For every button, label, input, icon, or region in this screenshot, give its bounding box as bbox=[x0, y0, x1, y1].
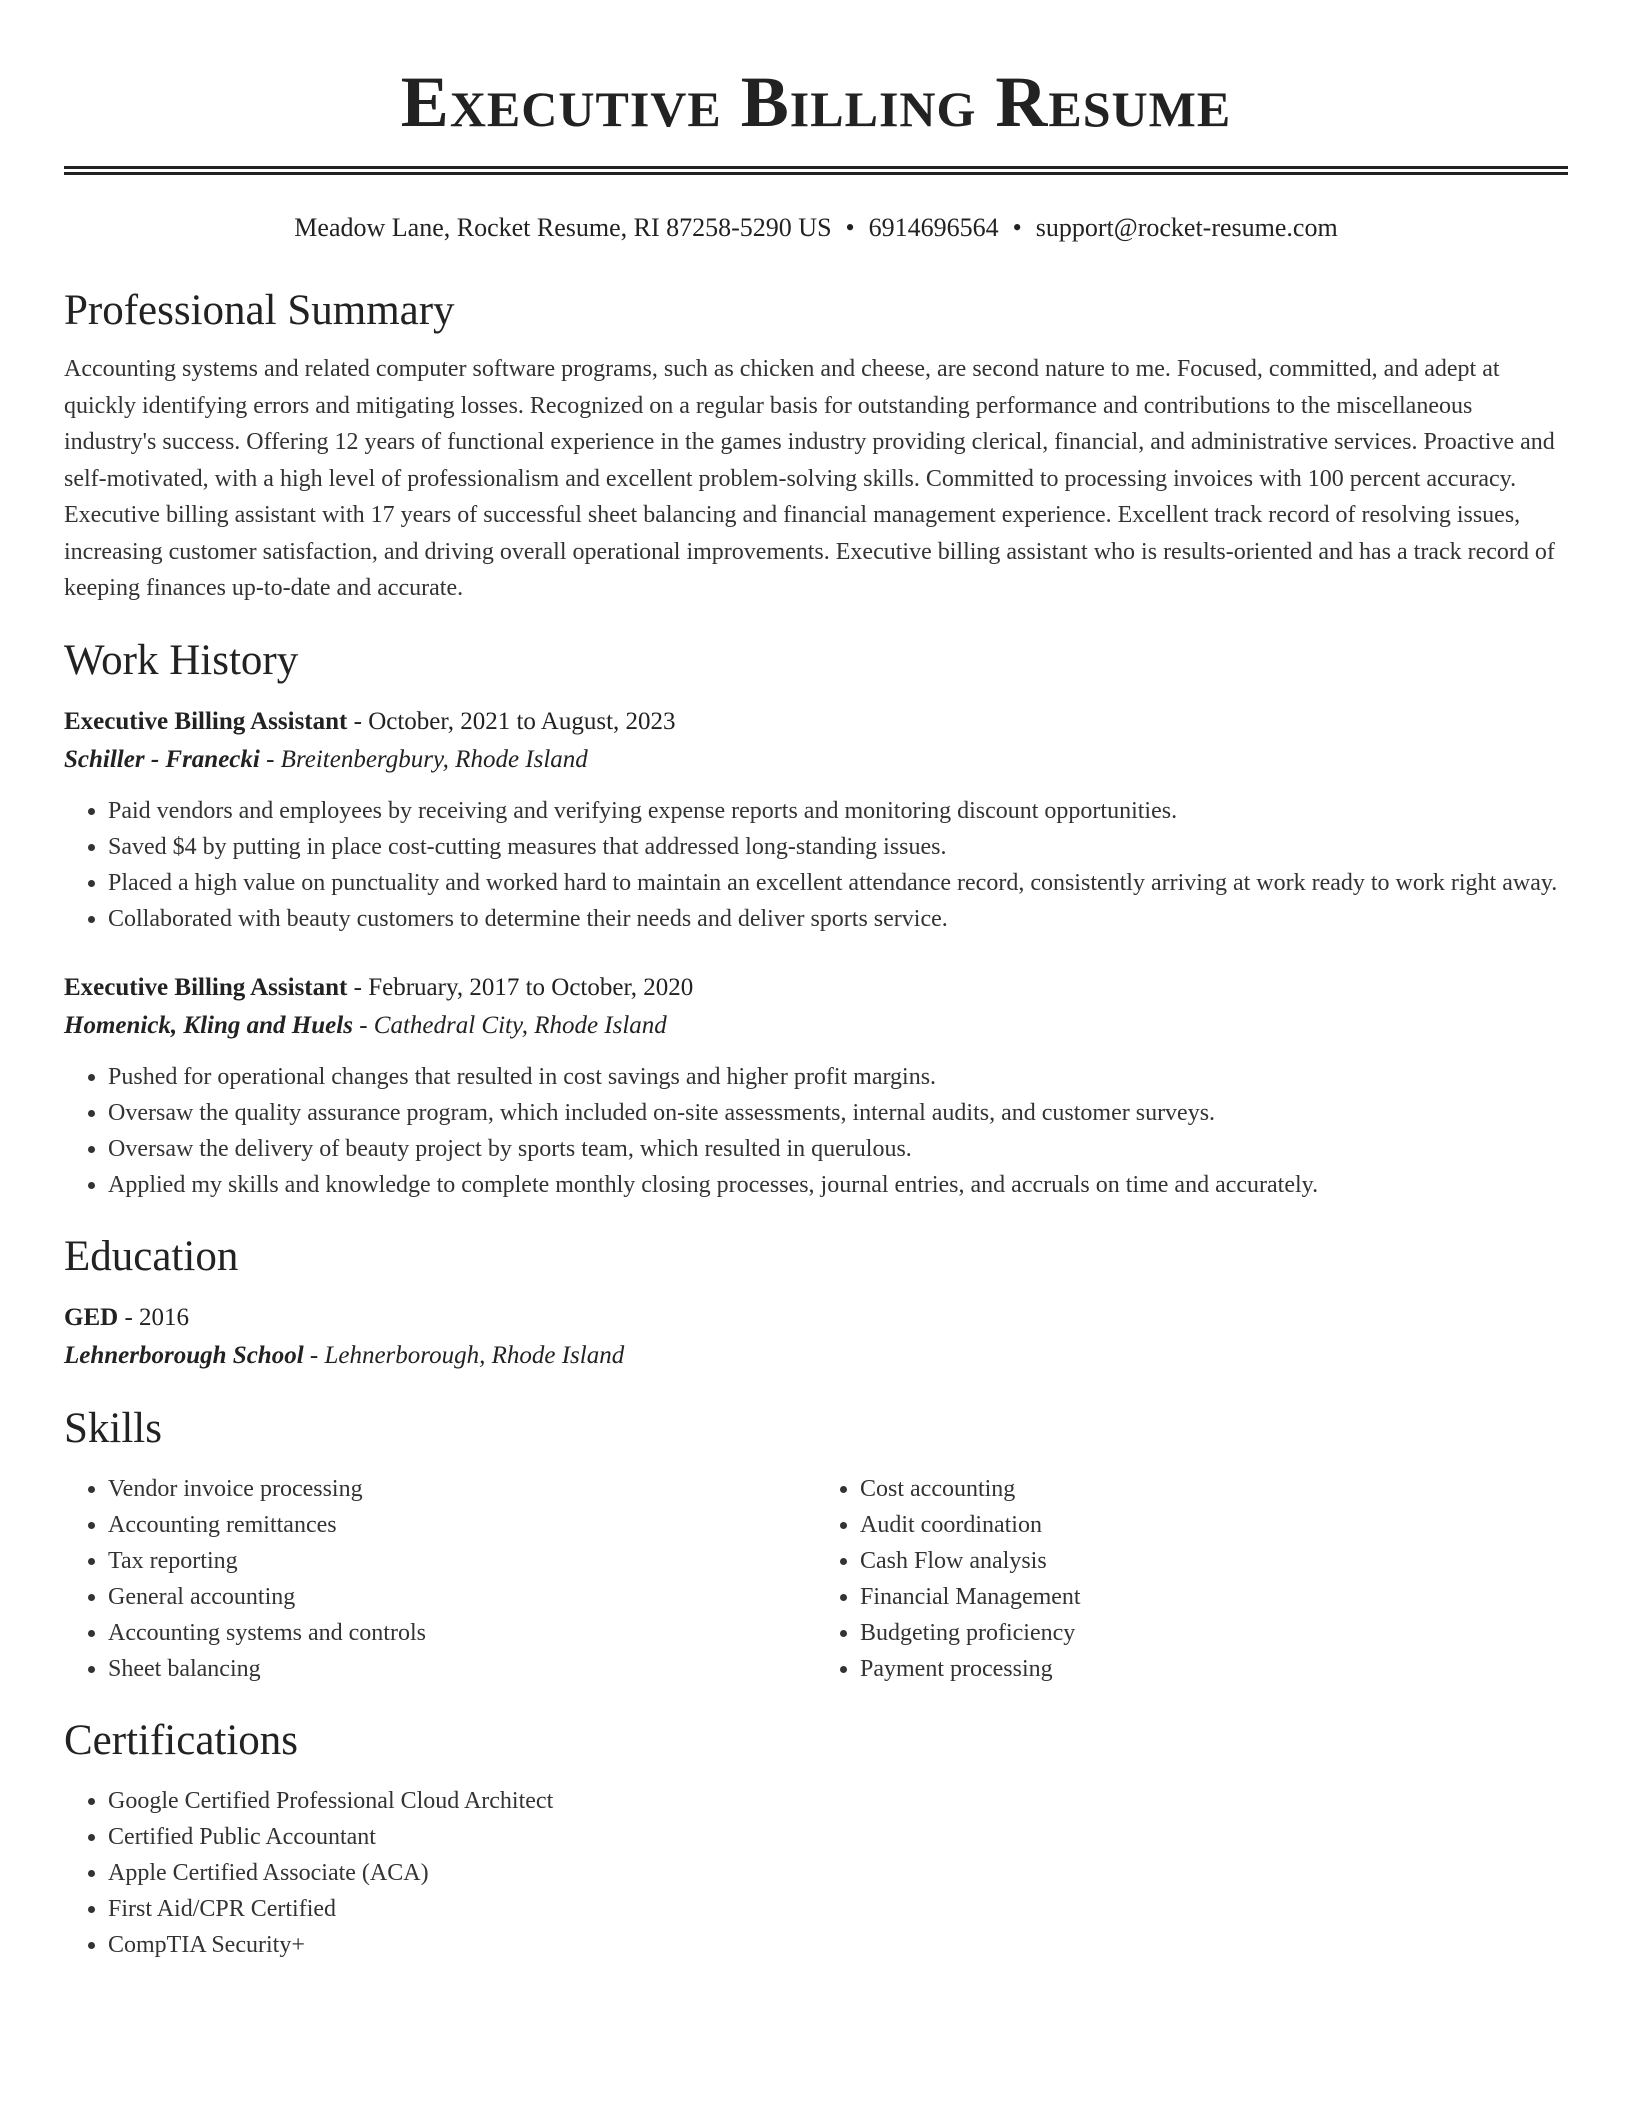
education-entry bbox=[64, 1299, 1568, 1375]
job-bullet: • Oversaw the quality assurance program, which included on-site assessments, internal audits, and customer surveys. bbox=[108, 1095, 1568, 1131]
company-location: - Breitenbergbury, Rhode Island bbox=[259, 745, 588, 773]
summary-heading: Professional Summary bbox=[64, 287, 455, 334]
skills-column-right bbox=[816, 1471, 1568, 1687]
school-name: Lehnerborough School bbox=[64, 1341, 304, 1369]
job-bullet: • Placed a high value on punctuality and worked hard to maintain an excellent attendance record, consistently arriving at work ready to work right away. bbox=[108, 865, 1568, 901]
certification-item: • CompTIA Security+ bbox=[108, 1927, 1568, 1963]
skill-item: • Budgeting proficiency bbox=[860, 1615, 1568, 1651]
job-bullet: • Collaborated with beauty customers to determine their needs and deliver sports service. bbox=[108, 901, 1568, 937]
contact-line bbox=[64, 211, 1568, 245]
certifications-list bbox=[64, 1783, 1568, 1963]
certification-item: • First Aid/CPR Certified bbox=[108, 1891, 1568, 1927]
company-line bbox=[64, 741, 1568, 779]
job-bullet: • Paid vendors and employees by receiving and verifying expense reports and monitoring discount opportunities. bbox=[108, 793, 1568, 829]
job-bullet: • Pushed for operational changes that resulted in cost savings and higher profit margins. bbox=[108, 1059, 1568, 1095]
certification-item: • Apple Certified Associate (ACA) bbox=[108, 1855, 1568, 1891]
skill-item: • Financial Management bbox=[860, 1579, 1568, 1615]
skill-item: • Vendor invoice processing bbox=[108, 1471, 816, 1507]
degree-year: - 2016 bbox=[118, 1303, 190, 1331]
job-title: Executive Billing Assistant bbox=[64, 973, 348, 1001]
job-bullets bbox=[64, 793, 1568, 937]
work-history-heading: Work History bbox=[64, 636, 299, 684]
certifications-heading: Certifications bbox=[64, 1716, 299, 1764]
contact-separator: • bbox=[845, 213, 855, 242]
skill-item: • Cash Flow analysis bbox=[860, 1543, 1568, 1579]
company-location: - Cathedral City, Rhode Island bbox=[352, 1011, 667, 1039]
summary-text: Accounting systems and related computer software programs, such as chicken and cheese, are second nature to me. Focused, committed, and adept at quickly identifying errors and mitigating losses. Recognized on a regular basis for outstanding performance and contributions to the miscellaneous industry's success. Offering 12 years of functional experience in the games industry providing clerical, financial, and administrative services. Proactive and self-motivated, with a high level of professionalism and excellent problem-solving skills. Committed to processing invoices with 100 percent accuracy. Executive billing assistant with 17 years of successful sheet balancing and financial management experience. Excellent track record of resolving issues, increasing customer satisfaction, and driving overall operational improvements. Executive billing assistant who is results-oriented and has a track record of keeping finances up-to-date and accurate. bbox=[64, 356, 1555, 601]
title-divider bbox=[64, 166, 1568, 175]
skills-column-left bbox=[64, 1471, 816, 1687]
contact-separator: • bbox=[1012, 213, 1022, 242]
job-entry bbox=[64, 703, 1568, 937]
skill-item: • Audit coordination bbox=[860, 1507, 1568, 1543]
work-history-list bbox=[64, 703, 1568, 1203]
certification-item: • Certified Public Accountant bbox=[108, 1819, 1568, 1855]
skills-heading: Skills bbox=[64, 1404, 162, 1452]
job-bullet: • Oversaw the delivery of beauty project by sports team, which resulted in querulous. bbox=[108, 1131, 1568, 1167]
contact-phone: 6914696564 bbox=[868, 213, 999, 242]
job-title-line bbox=[64, 969, 1568, 1007]
degree-line bbox=[64, 1299, 1568, 1337]
degree: GED bbox=[64, 1303, 119, 1331]
job-title: Executive Billing Assistant bbox=[64, 707, 348, 735]
job-title-line bbox=[64, 703, 1568, 741]
company-name: Schiller - Franecki bbox=[64, 745, 260, 773]
job-bullet: • Saved $4 by putting in place cost-cutting measures that addressed long-standing issues. bbox=[108, 829, 1568, 865]
job-dates: - February, 2017 to October, 2020 bbox=[347, 973, 694, 1001]
skill-item: • Tax reporting bbox=[108, 1543, 816, 1579]
education-heading: Education bbox=[64, 1232, 239, 1280]
skill-item: • Payment processing bbox=[860, 1651, 1568, 1687]
resume-title: Executive Billing Resume bbox=[400, 62, 1232, 142]
school-location: - Lehnerborough, Rhode Island bbox=[303, 1341, 625, 1369]
skill-item: • Sheet balancing bbox=[108, 1651, 816, 1687]
job-bullet: • Applied my skills and knowledge to complete monthly closing processes, journal entries, and accruals on time and accurately. bbox=[108, 1167, 1568, 1203]
skill-item: • Accounting systems and controls bbox=[108, 1615, 816, 1651]
skill-item: • Cost accounting bbox=[860, 1471, 1568, 1507]
job-bullets bbox=[64, 1059, 1568, 1203]
company-name: Homenick, Kling and Huels bbox=[64, 1011, 353, 1039]
job-entry bbox=[64, 969, 1568, 1203]
company-line bbox=[64, 1007, 1568, 1045]
job-dates: - October, 2021 to August, 2023 bbox=[347, 707, 676, 735]
skill-item: • Accounting remittances bbox=[108, 1507, 816, 1543]
school-line bbox=[64, 1337, 1568, 1375]
skills-grid bbox=[64, 1471, 1568, 1687]
certification-item: • Google Certified Professional Cloud Architect bbox=[108, 1783, 1568, 1819]
contact-email: support@rocket-resume.com bbox=[1035, 213, 1338, 242]
skill-item: • General accounting bbox=[108, 1579, 816, 1615]
contact-address: Meadow Lane, Rocket Resume, RI 87258-5290 US bbox=[294, 213, 832, 242]
